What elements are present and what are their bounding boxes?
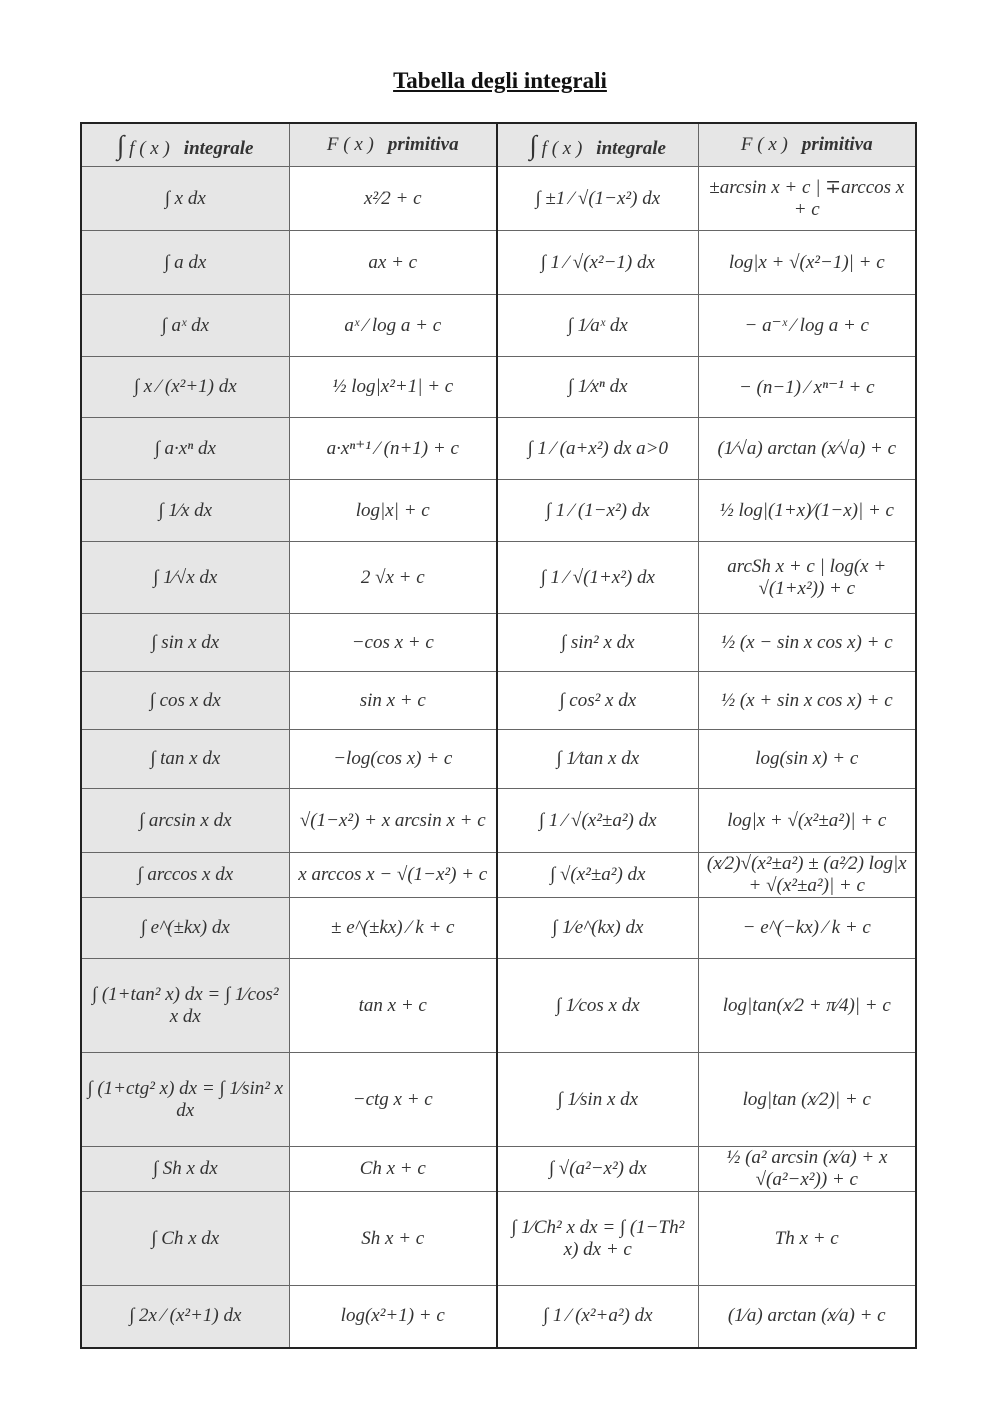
integral-cell: ∫ x ⁄ (x²+1) dx bbox=[81, 357, 289, 418]
integral-cell: ∫ 1 ⁄ (1−x²) dx bbox=[497, 480, 698, 542]
integral-cell: ∫ 1⁄xⁿ dx bbox=[497, 357, 698, 418]
primitive-cell: log(sin x) + c bbox=[698, 730, 916, 789]
table-row bbox=[81, 542, 916, 614]
integral-cell: ∫ sin x dx bbox=[81, 614, 289, 672]
table-row bbox=[81, 1192, 916, 1286]
primitive-cell: x arccos x − √(1−x²) + c bbox=[289, 853, 497, 898]
integral-cell: ∫ ±1 ⁄ √(1−x²) dx bbox=[497, 167, 698, 231]
integral-cell: ∫ 1 ⁄ √(x²±a²) dx bbox=[497, 789, 698, 853]
table-row bbox=[81, 1053, 916, 1147]
table-header-row bbox=[81, 123, 916, 167]
table-row bbox=[81, 672, 916, 730]
primitive-cell: log|tan (x⁄2)| + c bbox=[698, 1053, 916, 1147]
table-row bbox=[81, 853, 916, 898]
primitive-cell: ax + c bbox=[289, 231, 497, 295]
header-primitiva-left: F ( x ) primitiva bbox=[289, 123, 497, 167]
primitive-cell: − e^(−kx) ⁄ k + c bbox=[698, 898, 916, 959]
integral-cell: ∫ arcsin x dx bbox=[81, 789, 289, 853]
table-row bbox=[81, 357, 916, 418]
primitive-cell: (1⁄√a) arctan (x⁄√a) + c bbox=[698, 418, 916, 480]
primitive-cell: sin x + c bbox=[289, 672, 497, 730]
integral-cell: ∫ 1⁄aˣ dx bbox=[497, 295, 698, 357]
primitive-cell: − a⁻ˣ ⁄ log a + c bbox=[698, 295, 916, 357]
primitive-cell: −cos x + c bbox=[289, 614, 497, 672]
integral-cell: ∫ √(x²±a²) dx bbox=[497, 853, 698, 898]
integral-cell: ∫ tan x dx bbox=[81, 730, 289, 789]
page-title: Tabella degli integrali bbox=[393, 68, 607, 93]
integral-cell: ∫ 1⁄sin x dx bbox=[497, 1053, 698, 1147]
integral-cell: ∫ Ch x dx bbox=[81, 1192, 289, 1286]
primitive-cell: ½ (a² arcsin (x⁄a) + x √(a²−x²)) + c bbox=[698, 1147, 916, 1192]
table-row bbox=[81, 730, 916, 789]
integral-symbol: ∫ bbox=[117, 129, 125, 160]
integral-cell: ∫ 1⁄e^(kx) dx bbox=[497, 898, 698, 959]
integral-cell: ∫ a·xⁿ dx bbox=[81, 418, 289, 480]
table-row bbox=[81, 480, 916, 542]
integral-cell: ∫ aˣ dx bbox=[81, 295, 289, 357]
integral-cell: ∫ Sh x dx bbox=[81, 1147, 289, 1192]
table-row bbox=[81, 231, 916, 295]
primitive-cell: ½ log|(1+x)⁄(1−x)| + c bbox=[698, 480, 916, 542]
primitive-cell: log|x| + c bbox=[289, 480, 497, 542]
primitive-cell: Th x + c bbox=[698, 1192, 916, 1286]
primitive-cell: 2 √x + c bbox=[289, 542, 497, 614]
integral-cell: ∫ a dx bbox=[81, 231, 289, 295]
integral-cell: ∫ 1⁄x dx bbox=[81, 480, 289, 542]
primitive-cell: Ch x + c bbox=[289, 1147, 497, 1192]
header-primitiva-right: F ( x ) primitiva bbox=[698, 123, 916, 167]
primitive-cell: log(x²+1) + c bbox=[289, 1286, 497, 1348]
header-integrale-left: ∫ f ( x ) integrale bbox=[81, 123, 289, 167]
primitive-cell: Sh x + c bbox=[289, 1192, 497, 1286]
primitive-cell: x²⁄2 + c bbox=[289, 167, 497, 231]
table-row bbox=[81, 789, 916, 853]
integral-cell: ∫ cos² x dx bbox=[497, 672, 698, 730]
primitive-cell: aˣ ⁄ log a + c bbox=[289, 295, 497, 357]
integral-cell: ∫ cos x dx bbox=[81, 672, 289, 730]
primitive-cell: tan x + c bbox=[289, 959, 497, 1053]
primitive-cell: −log(cos x) + c bbox=[289, 730, 497, 789]
table-row bbox=[81, 898, 916, 959]
primitive-cell: a·xⁿ⁺¹ ⁄ (n+1) + c bbox=[289, 418, 497, 480]
primitive-cell: ½ (x − sin x cos x) + c bbox=[698, 614, 916, 672]
integral-cell: ∫ 1 ⁄ (a+x²) dx a>0 bbox=[497, 418, 698, 480]
integral-cell: ∫ 1⁄Ch² x dx = ∫ (1−Th² x) dx + c bbox=[497, 1192, 698, 1286]
integral-cell: ∫ arccos x dx bbox=[81, 853, 289, 898]
primitive-cell: ±arcsin x + c | ∓arccos x + c bbox=[698, 167, 916, 231]
integral-cell: ∫ (1+ctg² x) dx = ∫ 1⁄sin² x dx bbox=[81, 1053, 289, 1147]
primitive-cell: (1⁄a) arctan (x⁄a) + c bbox=[698, 1286, 916, 1348]
header-integrale-right: ∫ f ( x ) integrale bbox=[497, 123, 698, 167]
primitive-cell: (x⁄2)√(x²±a²) ± (a²⁄2) log|x + √(x²±a²)| + c bbox=[698, 853, 916, 898]
integral-cell: ∫ 2x ⁄ (x²+1) dx bbox=[81, 1286, 289, 1348]
table-row bbox=[81, 614, 916, 672]
primitive-cell: arcSh x + c | log(x + √(1+x²)) + c bbox=[698, 542, 916, 614]
primitive-cell: log|x + √(x²±a²)| + c bbox=[698, 789, 916, 853]
primitive-cell: −ctg x + c bbox=[289, 1053, 497, 1147]
primitive-cell: √(1−x²) + x arcsin x + c bbox=[289, 789, 497, 853]
table-row bbox=[81, 295, 916, 357]
table-row bbox=[81, 167, 916, 231]
integral-cell: ∫ x dx bbox=[81, 167, 289, 231]
integral-cell: ∫ 1 ⁄ √(x²−1) dx bbox=[497, 231, 698, 295]
integral-cell: ∫ √(a²−x²) dx bbox=[497, 1147, 698, 1192]
integral-cell: ∫ 1 ⁄ √(1+x²) dx bbox=[497, 542, 698, 614]
integral-cell: ∫ e^(±kx) dx bbox=[81, 898, 289, 959]
integral-cell: ∫ sin² x dx bbox=[497, 614, 698, 672]
primitive-cell: − (n−1) ⁄ xⁿ⁻¹ + c bbox=[698, 357, 916, 418]
integrals-table bbox=[80, 122, 917, 1349]
table-row bbox=[81, 1286, 916, 1348]
integral-cell: ∫ 1⁄√x dx bbox=[81, 542, 289, 614]
integral-cell: ∫ 1⁄tan x dx bbox=[497, 730, 698, 789]
table-row bbox=[81, 418, 916, 480]
primitive-cell: ½ (x + sin x cos x) + c bbox=[698, 672, 916, 730]
integral-cell: ∫ (1+tan² x) dx = ∫ 1⁄cos² x dx bbox=[81, 959, 289, 1053]
integral-cell: ∫ 1⁄cos x dx bbox=[497, 959, 698, 1053]
primitive-cell: log|tan(x⁄2 + π⁄4)| + c bbox=[698, 959, 916, 1053]
primitive-cell: log|x + √(x²−1)| + c bbox=[698, 231, 916, 295]
integral-symbol: ∫ bbox=[529, 129, 537, 160]
table-row bbox=[81, 959, 916, 1053]
primitive-cell: ½ log|x²+1| + c bbox=[289, 357, 497, 418]
table-row bbox=[81, 1147, 916, 1192]
integral-cell: ∫ 1 ⁄ (x²+a²) dx bbox=[497, 1286, 698, 1348]
primitive-cell: ± e^(±kx) ⁄ k + c bbox=[289, 898, 497, 959]
